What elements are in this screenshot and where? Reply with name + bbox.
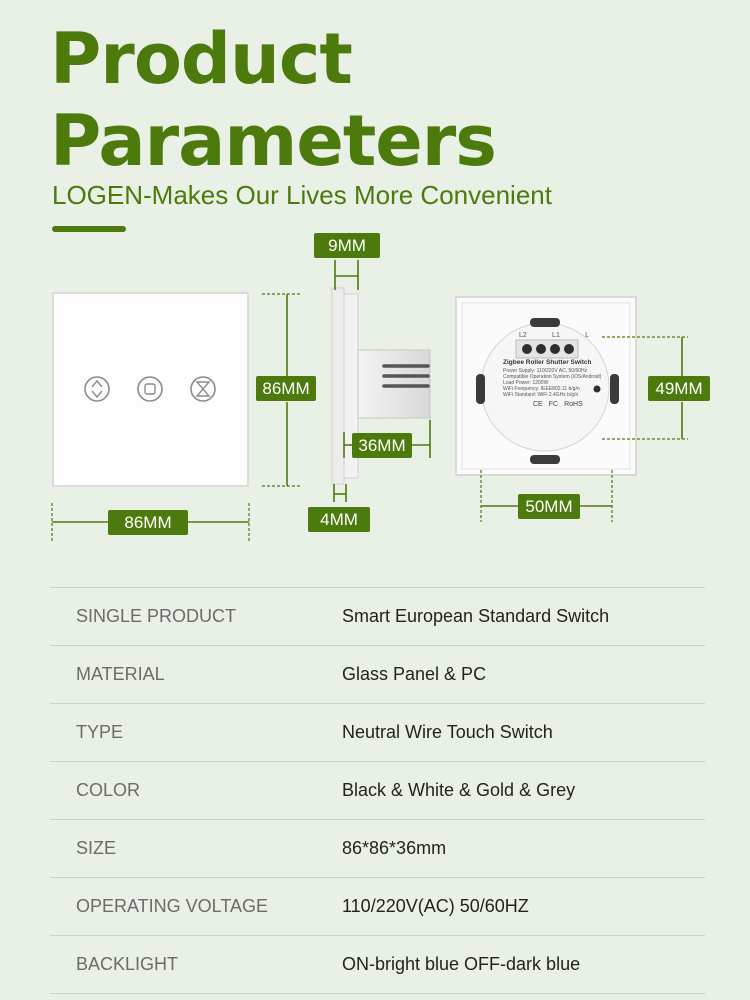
rohs-mark: RoHS — [564, 401, 583, 408]
back-label-marks — [533, 401, 593, 408]
back-label-line: WiFi Standard: WiFi 2.4GHz b/g/n — [503, 392, 579, 398]
title-line-product: Product — [50, 18, 352, 100]
back-slot-bottom — [530, 455, 560, 464]
dim-label-side-depth: 36MM — [352, 433, 412, 458]
spec-label: TYPE — [50, 704, 342, 762]
back-led-hole — [594, 386, 601, 393]
spec-label: COLOR — [50, 762, 342, 820]
back-label-line: WiFi Frequency: IEEE802.11 b/g/n — [503, 386, 580, 392]
back-terminal-block — [516, 340, 578, 358]
dim-label-back-width: 50MM — [518, 494, 580, 519]
back-label-title: Zigbee Roller Shutter Switch — [503, 359, 592, 366]
dim-label-side-glass: 4MM — [308, 507, 370, 532]
subtitle: LOGEN-Makes Our Lives More Convenient — [52, 180, 552, 210]
spec-value: Black & White & Gold & Grey — [342, 762, 705, 820]
back-label-terminals: L2 L1 L — [519, 332, 589, 339]
back-slot-left — [476, 374, 485, 404]
side-view — [332, 260, 430, 502]
title-line-parameters: Parameters — [50, 100, 496, 182]
front-view — [52, 293, 302, 543]
spec-value: 110/220V(AC) 50/60HZ — [342, 878, 705, 936]
dim-label-front-height: 86MM — [256, 376, 316, 401]
ce-mark: CE — [533, 401, 543, 408]
back-label-line: Load Power: 1200W — [503, 380, 549, 386]
spec-value: ON-bright blue OFF-dark blue — [342, 936, 705, 994]
table-row — [50, 878, 705, 936]
spec-value: Glass Panel & PC — [342, 646, 705, 704]
dim-label-back-height: 49MM — [648, 376, 710, 401]
dim-label-front-width: 86MM — [108, 510, 188, 535]
table-row — [50, 704, 705, 762]
back-slot-top — [530, 318, 560, 327]
table-row — [50, 646, 705, 704]
back-label-line: Compatible Operation System (iOS/Android) — [503, 374, 602, 380]
spec-value: 86*86*36mm — [342, 820, 705, 878]
side-glass — [332, 288, 344, 484]
spec-table — [50, 587, 705, 994]
back-label — [503, 332, 602, 408]
table-row — [50, 820, 705, 878]
table-row — [50, 762, 705, 820]
side-module — [358, 350, 430, 418]
back-slot-right — [610, 374, 619, 404]
table-row — [50, 588, 705, 646]
spec-label: SIZE — [50, 820, 342, 878]
dim-label-side-panel: 9MM — [314, 233, 380, 258]
spec-value: Smart European Standard Switch — [342, 588, 705, 646]
spec-label: MATERIAL — [50, 646, 342, 704]
spec-value: Neutral Wire Touch Switch — [342, 704, 705, 762]
front-glass-panel — [53, 293, 248, 486]
back-label-line: Power Supply: 110/220V AC, 50/60Hz — [503, 368, 588, 374]
spec-label: OPERATING VOLTAGE — [50, 878, 342, 936]
back-view — [456, 297, 688, 522]
fc-mark: FC — [548, 401, 559, 408]
spec-label: SINGLE PRODUCT — [50, 588, 342, 646]
spec-label: BACKLIGHT — [50, 936, 342, 994]
table-row — [50, 936, 705, 994]
